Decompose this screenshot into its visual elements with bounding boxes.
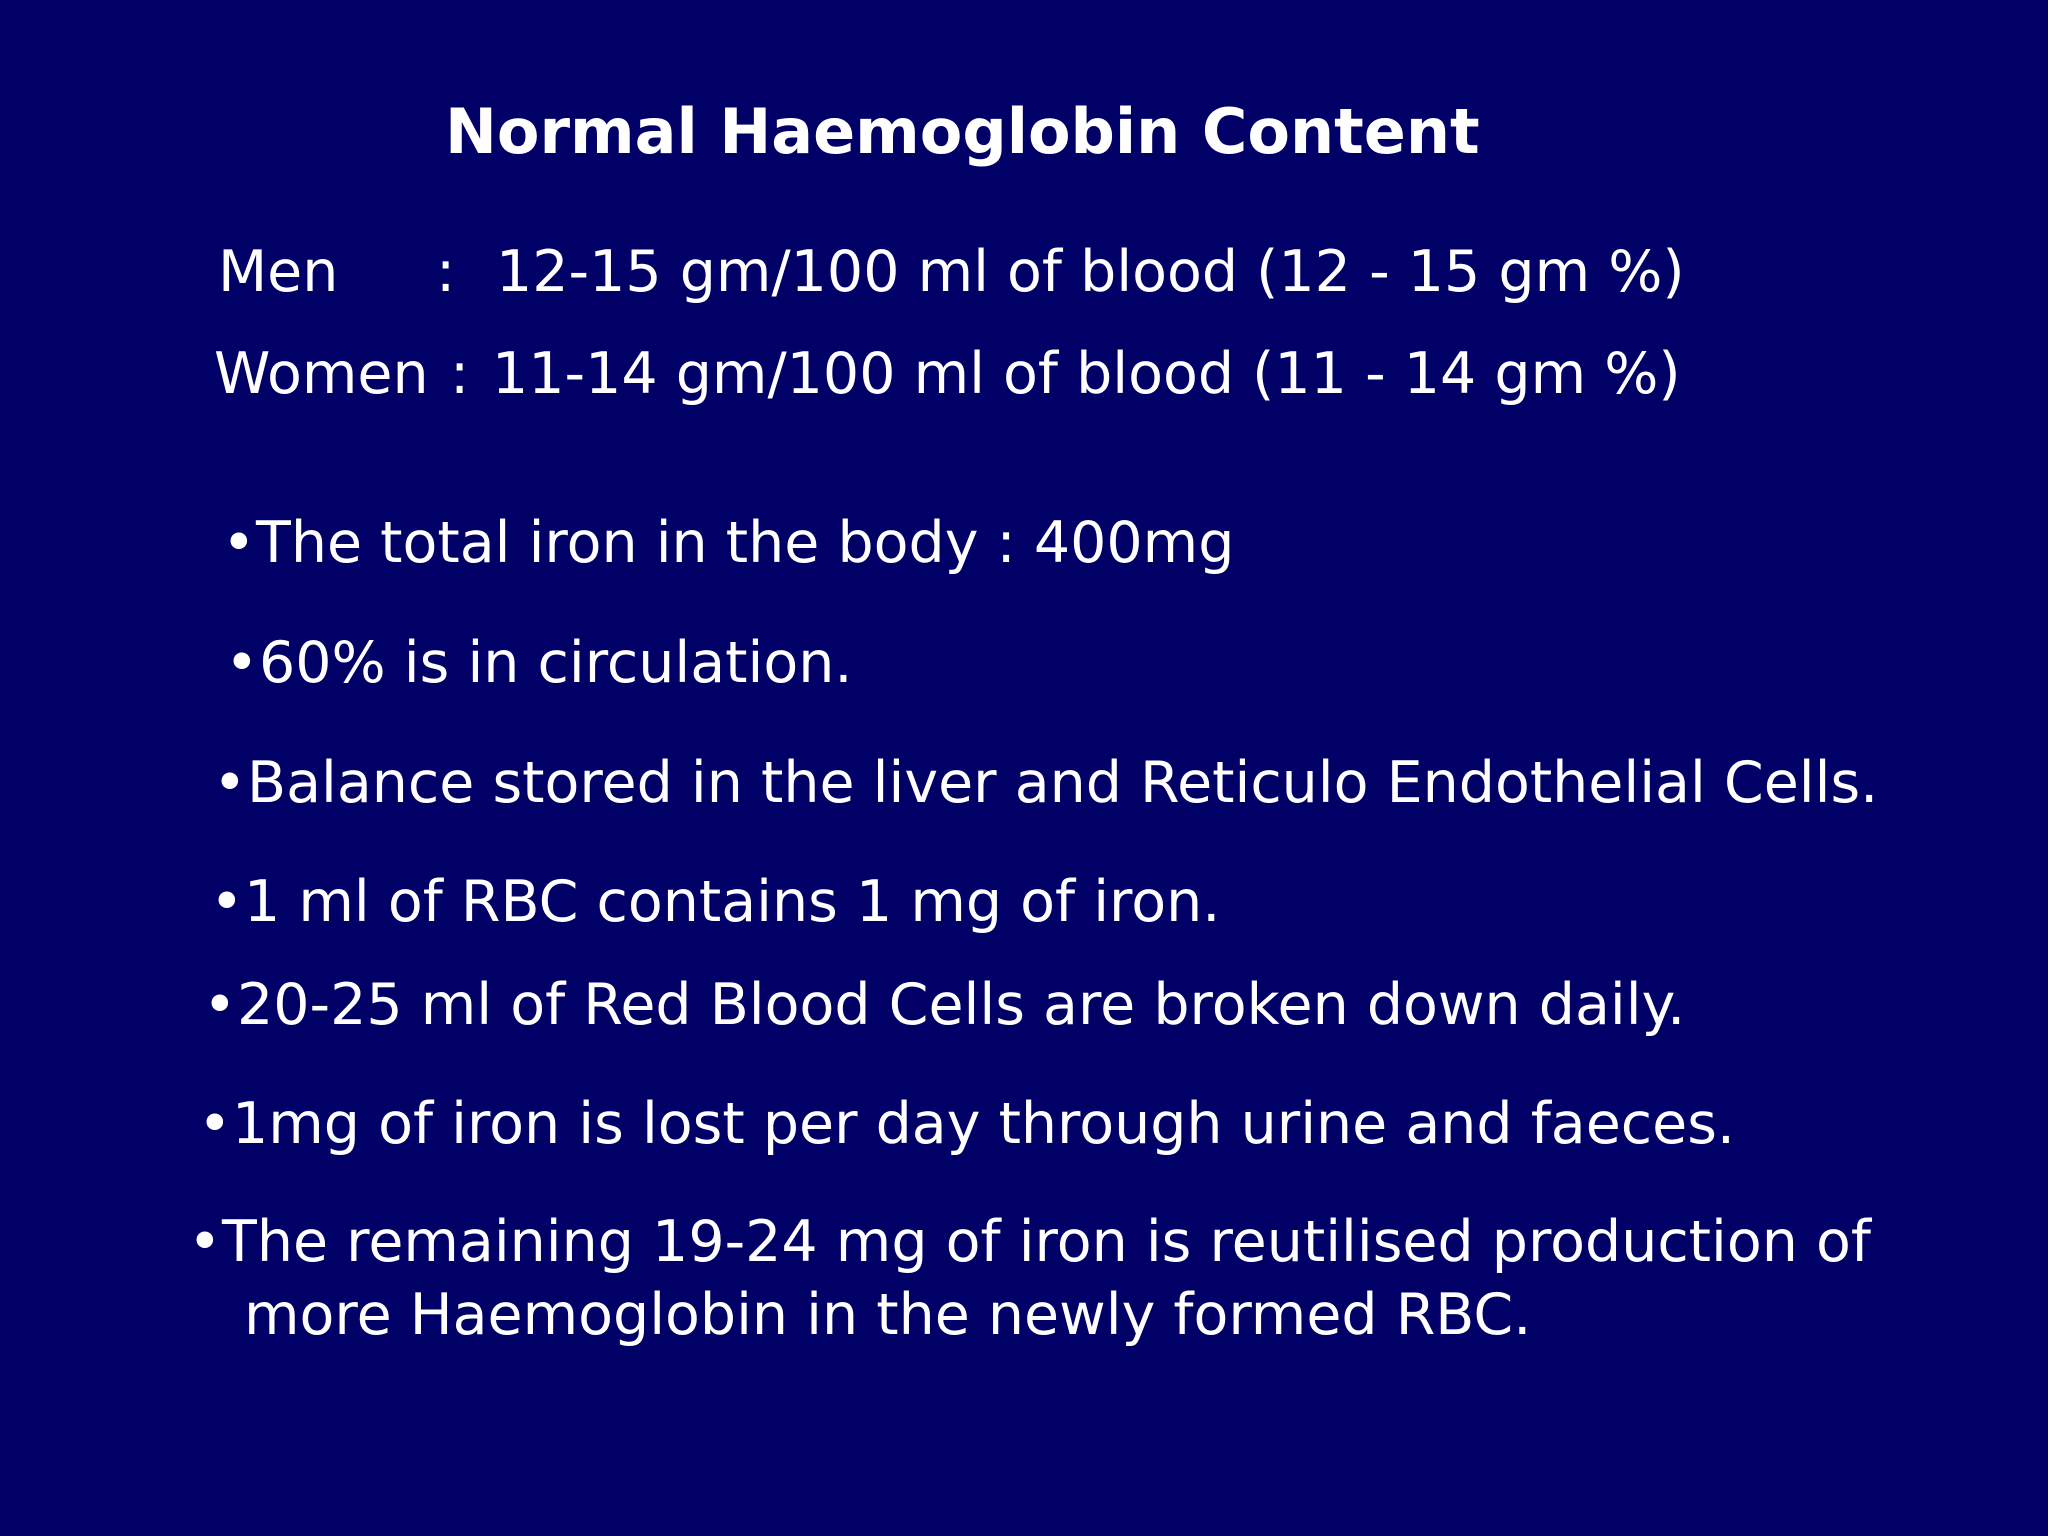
bullet-dot: •: [210, 869, 244, 935]
bullet-text: 60% is in circulation.: [259, 630, 853, 696]
bullet-item: [213, 747, 1878, 819]
bullet-item: [188, 1206, 1871, 1278]
range-men-separator: :: [436, 239, 456, 305]
range-men-label: Men: [218, 239, 339, 305]
bullet-item: [225, 627, 852, 699]
bullet-item: [203, 969, 1685, 1041]
bullet-dot: •: [225, 630, 259, 696]
bullet-item: [210, 866, 1220, 938]
bullet-text: 1mg of iron is lost per day through urine and faeces.: [232, 1091, 1736, 1157]
bullet-dot: •: [222, 510, 256, 576]
bullet-dot: •: [213, 750, 247, 816]
bullet-dot: •: [203, 972, 237, 1038]
range-women-label: Women: [214, 341, 429, 407]
bullet-dot: •: [198, 1091, 232, 1157]
bullet-text: The total iron in the body : 400mg: [256, 510, 1235, 576]
range-men: [218, 236, 1685, 308]
bullet-item: [198, 1088, 1735, 1160]
range-women: [214, 338, 1681, 410]
slide-title: Normal Haemoglobin Content: [445, 95, 1480, 168]
bullet-text: Balance stored in the liver and Reticulo Endothelial Cells.: [247, 750, 1879, 816]
bullet-text: 1 ml of RBC contains 1 mg of iron.: [244, 869, 1221, 935]
bullet-text: The remaining 19-24 mg of iron is reutilised production of: [222, 1209, 1871, 1275]
bullet-item: [222, 507, 1234, 579]
range-men-value: 12-15 gm/100 ml of blood (12 - 15 gm %): [496, 239, 1685, 305]
bullet-dot: •: [188, 1209, 222, 1275]
bullet-continuation: more Haemoglobin in the newly formed RBC.: [244, 1282, 1532, 1348]
range-women-separator: :: [450, 341, 470, 407]
range-women-value: 11-14 gm/100 ml of blood (11 - 14 gm %): [492, 341, 1681, 407]
bullet-text: 20-25 ml of Red Blood Cells are broken down daily.: [237, 972, 1686, 1038]
